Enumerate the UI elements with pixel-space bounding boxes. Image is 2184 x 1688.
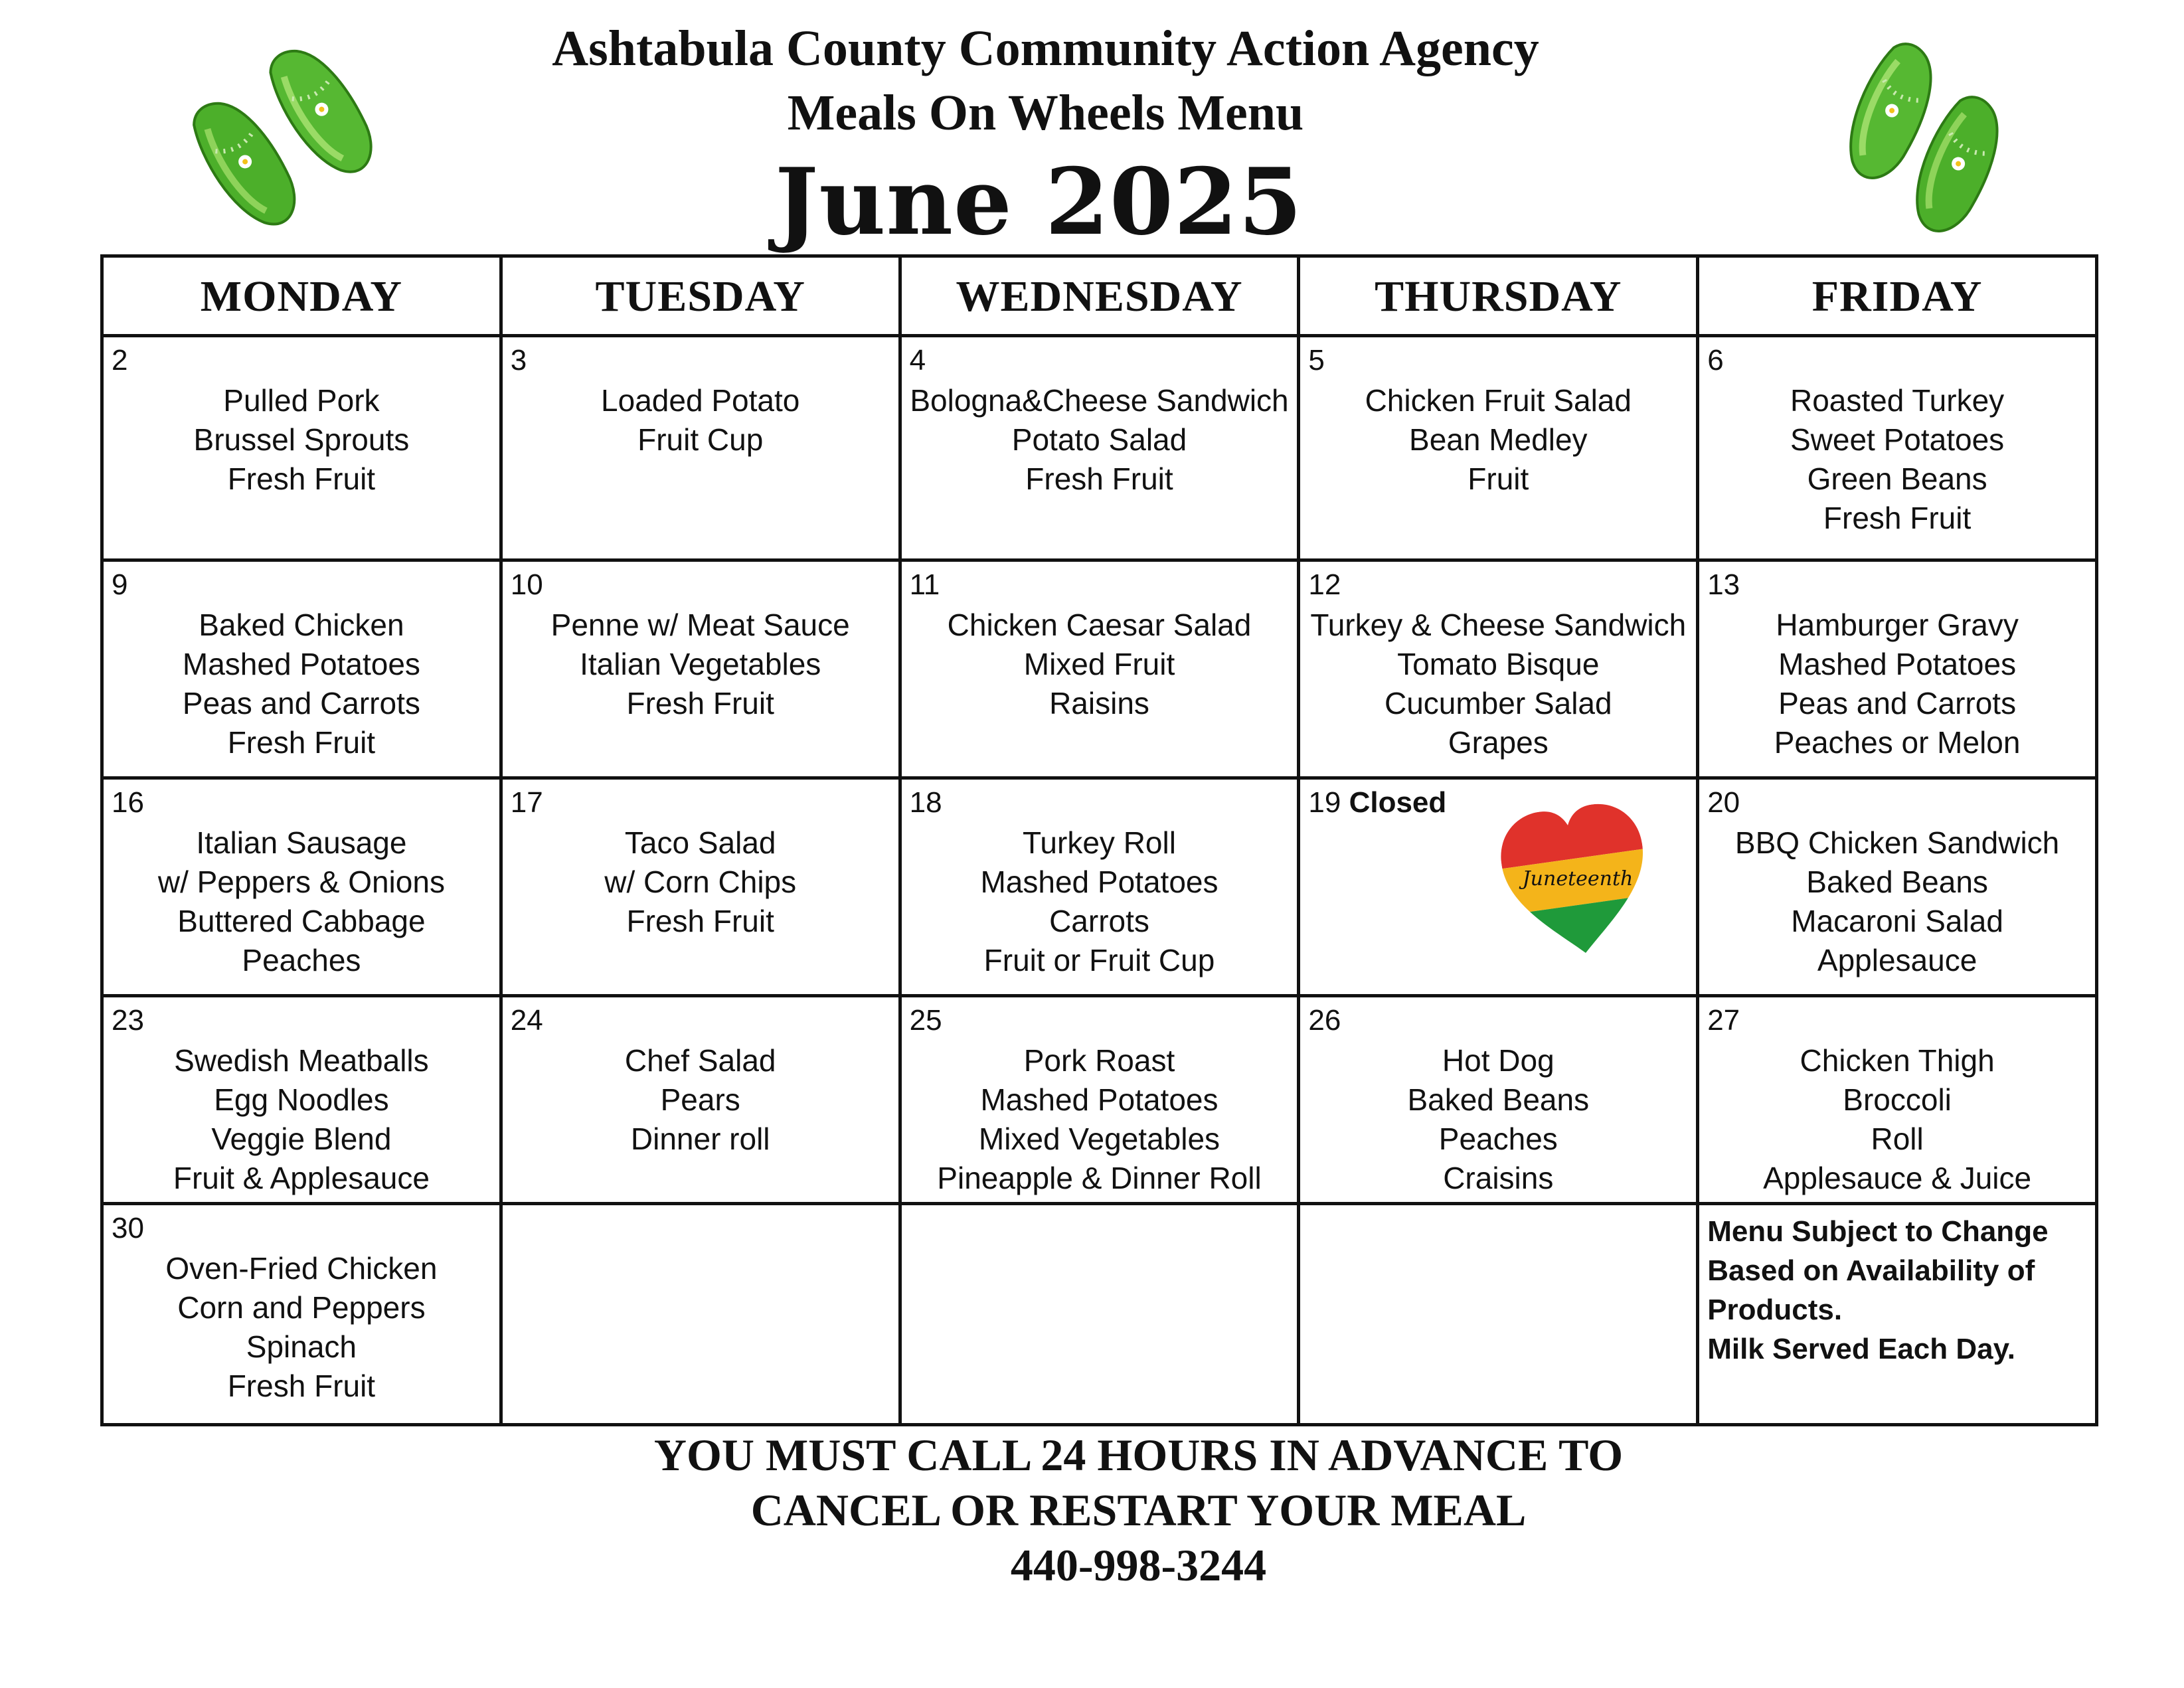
day-number: 20 bbox=[1707, 786, 1740, 819]
week-row bbox=[102, 778, 2097, 996]
day-cell bbox=[501, 336, 900, 560]
day-number: 24 bbox=[510, 1004, 543, 1037]
menu-item: Peaches or Melon bbox=[1774, 725, 2021, 760]
menu-items bbox=[503, 606, 898, 723]
day-cell bbox=[1698, 560, 2097, 778]
day-number: 3 bbox=[510, 344, 527, 377]
menu-item: Fruit bbox=[1468, 462, 1529, 496]
day-number: 2 bbox=[112, 344, 128, 377]
menu-item: Fresh Fruit bbox=[626, 686, 774, 721]
day-cell bbox=[102, 560, 501, 778]
menu-item: Mashed Potatoes bbox=[1778, 647, 2017, 682]
menu-item: Baked Chicken bbox=[199, 608, 404, 643]
menu-item: Fresh Fruit bbox=[227, 1368, 376, 1403]
menu-item: Buttered Cabbage bbox=[177, 904, 426, 939]
day-number: 10 bbox=[510, 568, 543, 602]
day-number: 18 bbox=[909, 786, 942, 819]
menu-items bbox=[902, 381, 1298, 499]
day-cell bbox=[1299, 996, 1698, 1204]
note-line: Milk Served Each Day. bbox=[1707, 1332, 2016, 1365]
day-number-value: 19 bbox=[1308, 786, 1341, 819]
note-line: Products. bbox=[1707, 1293, 1843, 1326]
menu-item: Pears bbox=[660, 1082, 740, 1118]
day-number: 27 bbox=[1707, 1004, 1740, 1037]
menu-items bbox=[503, 1041, 898, 1159]
menu-item: BBQ Chicken Sandwich bbox=[1734, 825, 2060, 861]
day-cell bbox=[501, 996, 900, 1204]
menu-item: Fresh Fruit bbox=[227, 725, 376, 760]
menu-item: Fruit or Fruit Cup bbox=[983, 943, 1215, 978]
day-number: 11 bbox=[909, 568, 940, 602]
menu-item: Fresh Fruit bbox=[227, 462, 376, 496]
note-line: Based on Availability of bbox=[1707, 1254, 2035, 1287]
menu-item: Raisins bbox=[1049, 686, 1149, 721]
day-cell-closed bbox=[1299, 778, 1698, 996]
menu-item: Fruit & Applesauce bbox=[173, 1161, 430, 1196]
note-line: Menu Subject to Change bbox=[1707, 1215, 2049, 1248]
day-number bbox=[1308, 786, 1446, 819]
menu-item: Chicken Caesar Salad bbox=[947, 608, 1252, 643]
weekday-header: TUESDAY bbox=[501, 256, 900, 336]
menu-items bbox=[104, 823, 499, 980]
footer-phone: 440-998-3244 bbox=[1010, 1540, 1267, 1590]
menu-items bbox=[1300, 606, 1696, 762]
footer-notice-line: CANCEL OR RESTART YOUR MEAL bbox=[750, 1485, 1527, 1535]
day-cell bbox=[102, 778, 501, 996]
org-title: Ashtabula County Community Action Agency bbox=[552, 21, 1539, 76]
menu-subtitle: Meals On Wheels Menu bbox=[787, 85, 1304, 141]
menu-items bbox=[104, 1041, 499, 1198]
menu-item: Fresh Fruit bbox=[626, 904, 774, 939]
day-number: 17 bbox=[510, 786, 543, 819]
menu-items bbox=[503, 823, 898, 941]
menu-items bbox=[104, 381, 499, 499]
day-cell bbox=[1698, 996, 2097, 1204]
day-cell bbox=[1299, 560, 1698, 778]
menu-item: Turkey & Cheese Sandwich bbox=[1310, 608, 1687, 643]
menu-item: Spinach bbox=[246, 1329, 357, 1364]
menu-item: w/ Corn Chips bbox=[604, 865, 797, 900]
menu-item: Peas and Carrots bbox=[1778, 686, 2017, 721]
heart-icon bbox=[1499, 802, 1652, 962]
menu-item: Broccoli bbox=[1843, 1082, 1952, 1118]
menu-items bbox=[902, 606, 1298, 723]
menu-item: Potato Salad bbox=[1011, 422, 1187, 457]
menu-item: Bean Medley bbox=[1409, 422, 1588, 457]
menu-items bbox=[902, 823, 1298, 980]
day-number: 16 bbox=[112, 786, 144, 819]
day-cell bbox=[501, 778, 900, 996]
menu-item: Peaches bbox=[1438, 1122, 1558, 1157]
day-number: 26 bbox=[1308, 1004, 1341, 1037]
day-number: 25 bbox=[909, 1004, 942, 1037]
day-cell bbox=[102, 1203, 501, 1424]
closed-label: Closed bbox=[1349, 786, 1447, 819]
menu-item: Egg Noodles bbox=[214, 1082, 389, 1118]
day-cell bbox=[1299, 336, 1698, 560]
menu-item: Green Beans bbox=[1807, 462, 1987, 496]
menu-items bbox=[1300, 1041, 1696, 1198]
day-number: 9 bbox=[112, 568, 128, 602]
menu-item: Penne w/ Meat Sauce bbox=[550, 608, 850, 643]
menu-item: Cucumber Salad bbox=[1384, 686, 1612, 721]
day-number: 4 bbox=[909, 344, 926, 377]
empty-cell bbox=[900, 1203, 1299, 1424]
menu-note bbox=[1707, 1212, 2091, 1369]
menu-item: Dinner roll bbox=[630, 1122, 770, 1157]
menu-item: Hamburger Gravy bbox=[1776, 608, 2019, 643]
menu-item: Chicken Thigh bbox=[1800, 1043, 1995, 1078]
menu-items bbox=[1699, 823, 2095, 980]
menu-item: Pulled Pork bbox=[223, 383, 380, 418]
day-cell bbox=[102, 336, 501, 560]
menu-item: Italian Vegetables bbox=[580, 647, 821, 682]
menu-item: w/ Peppers & Onions bbox=[157, 865, 445, 900]
menu-item: Oven-Fried Chicken bbox=[165, 1250, 438, 1286]
menu-item: Carrots bbox=[1049, 904, 1149, 939]
day-number: 30 bbox=[112, 1211, 144, 1244]
menu-item: Sweet Potatoes bbox=[1790, 422, 2005, 457]
menu-item: Chef Salad bbox=[624, 1043, 776, 1078]
menu-items bbox=[902, 1041, 1298, 1198]
footer-notice-line: YOU MUST CALL 24 HOURS IN ADVANCE TO bbox=[653, 1430, 1624, 1480]
menu-item: Fresh Fruit bbox=[1025, 462, 1173, 496]
weekday-header-row bbox=[102, 256, 2097, 336]
menu-item: Baked Beans bbox=[1806, 865, 1988, 900]
juneteenth-script: Juneteenth bbox=[1523, 867, 1634, 891]
weekday-header: MONDAY bbox=[102, 256, 501, 336]
week-row bbox=[102, 560, 2097, 778]
empty-cell bbox=[1299, 1203, 1698, 1424]
menu-item: Turkey Roll bbox=[1023, 825, 1176, 861]
menu-item: Hot Dog bbox=[1442, 1043, 1554, 1078]
menu-item: Mashed Potatoes bbox=[980, 1082, 1218, 1118]
menu-item: Fruit Cup bbox=[637, 422, 764, 457]
menu-items bbox=[503, 381, 898, 460]
menu-item: Mixed Fruit bbox=[1023, 647, 1175, 682]
menu-item: Bologna&Cheese Sandwich bbox=[910, 383, 1289, 418]
menu-item: Grapes bbox=[1448, 725, 1549, 760]
menu-item: Roll bbox=[1871, 1122, 1924, 1157]
menu-items bbox=[104, 606, 499, 762]
menu-item: Macaroni Salad bbox=[1791, 904, 2003, 939]
menu-calendar bbox=[100, 254, 2098, 1426]
day-number: 6 bbox=[1707, 344, 1724, 377]
week-row bbox=[102, 1203, 2097, 1424]
day-cell bbox=[900, 996, 1299, 1204]
week-row bbox=[102, 336, 2097, 560]
flip-flops-icon bbox=[1803, 27, 2029, 252]
menu-item: Loaded Potato bbox=[601, 383, 800, 418]
menu-item: Veggie Blend bbox=[211, 1122, 392, 1157]
day-cell bbox=[1698, 778, 2097, 996]
menu-item: Chicken Fruit Salad bbox=[1365, 383, 1632, 418]
menu-item: Mashed Potatoes bbox=[182, 647, 420, 682]
day-number: 12 bbox=[1308, 568, 1341, 602]
menu-item: Tomato Bisque bbox=[1397, 647, 1600, 682]
week-row bbox=[102, 996, 2097, 1204]
menu-item: Taco Salad bbox=[624, 825, 776, 861]
day-cell bbox=[501, 560, 900, 778]
empty-cell bbox=[501, 1203, 900, 1424]
day-number: 23 bbox=[112, 1004, 144, 1037]
menu-item: Mashed Potatoes bbox=[980, 865, 1218, 900]
menu-item: Mixed Vegetables bbox=[978, 1122, 1220, 1157]
menu-item: Baked Beans bbox=[1407, 1082, 1590, 1118]
day-cell bbox=[102, 996, 501, 1204]
menu-item: Craisins bbox=[1443, 1161, 1554, 1196]
notes-cell bbox=[1698, 1203, 2097, 1424]
day-number: 13 bbox=[1707, 568, 1740, 602]
day-cell bbox=[900, 336, 1299, 560]
menu-item: Fresh Fruit bbox=[1823, 501, 1972, 535]
day-cell bbox=[900, 778, 1299, 996]
day-cell bbox=[900, 560, 1299, 778]
flip-flops-icon bbox=[169, 27, 395, 252]
menu-item: Peas and Carrots bbox=[182, 686, 420, 721]
menu-item: Peaches bbox=[242, 943, 361, 978]
menu-item: Corn and Peppers bbox=[177, 1290, 426, 1325]
day-number: 5 bbox=[1308, 344, 1325, 377]
month-title: June 2025 bbox=[775, 147, 1303, 256]
weekday-header: THURSDAY bbox=[1299, 256, 1698, 336]
menu-item: Applesauce & Juice bbox=[1763, 1161, 2032, 1196]
weekday-header: FRIDAY bbox=[1698, 256, 2097, 336]
menu-items bbox=[1699, 606, 2095, 762]
day-cell bbox=[1698, 336, 2097, 560]
menu-items bbox=[1699, 1041, 2095, 1198]
menu-item: Pineapple & Dinner Roll bbox=[937, 1161, 1262, 1196]
menu-item: Pork Roast bbox=[1023, 1043, 1175, 1078]
menu-items bbox=[1699, 381, 2095, 538]
menu-item: Swedish Meatballs bbox=[174, 1043, 429, 1078]
weekday-header: WEDNESDAY bbox=[900, 256, 1299, 336]
menu-item: Italian Sausage bbox=[196, 825, 407, 861]
menu-items bbox=[104, 1249, 499, 1406]
menu-items bbox=[1300, 381, 1696, 499]
menu-item: Roasted Turkey bbox=[1790, 383, 2005, 418]
menu-item: Brussel Sprouts bbox=[193, 422, 410, 457]
menu-item: Applesauce bbox=[1817, 943, 1977, 978]
